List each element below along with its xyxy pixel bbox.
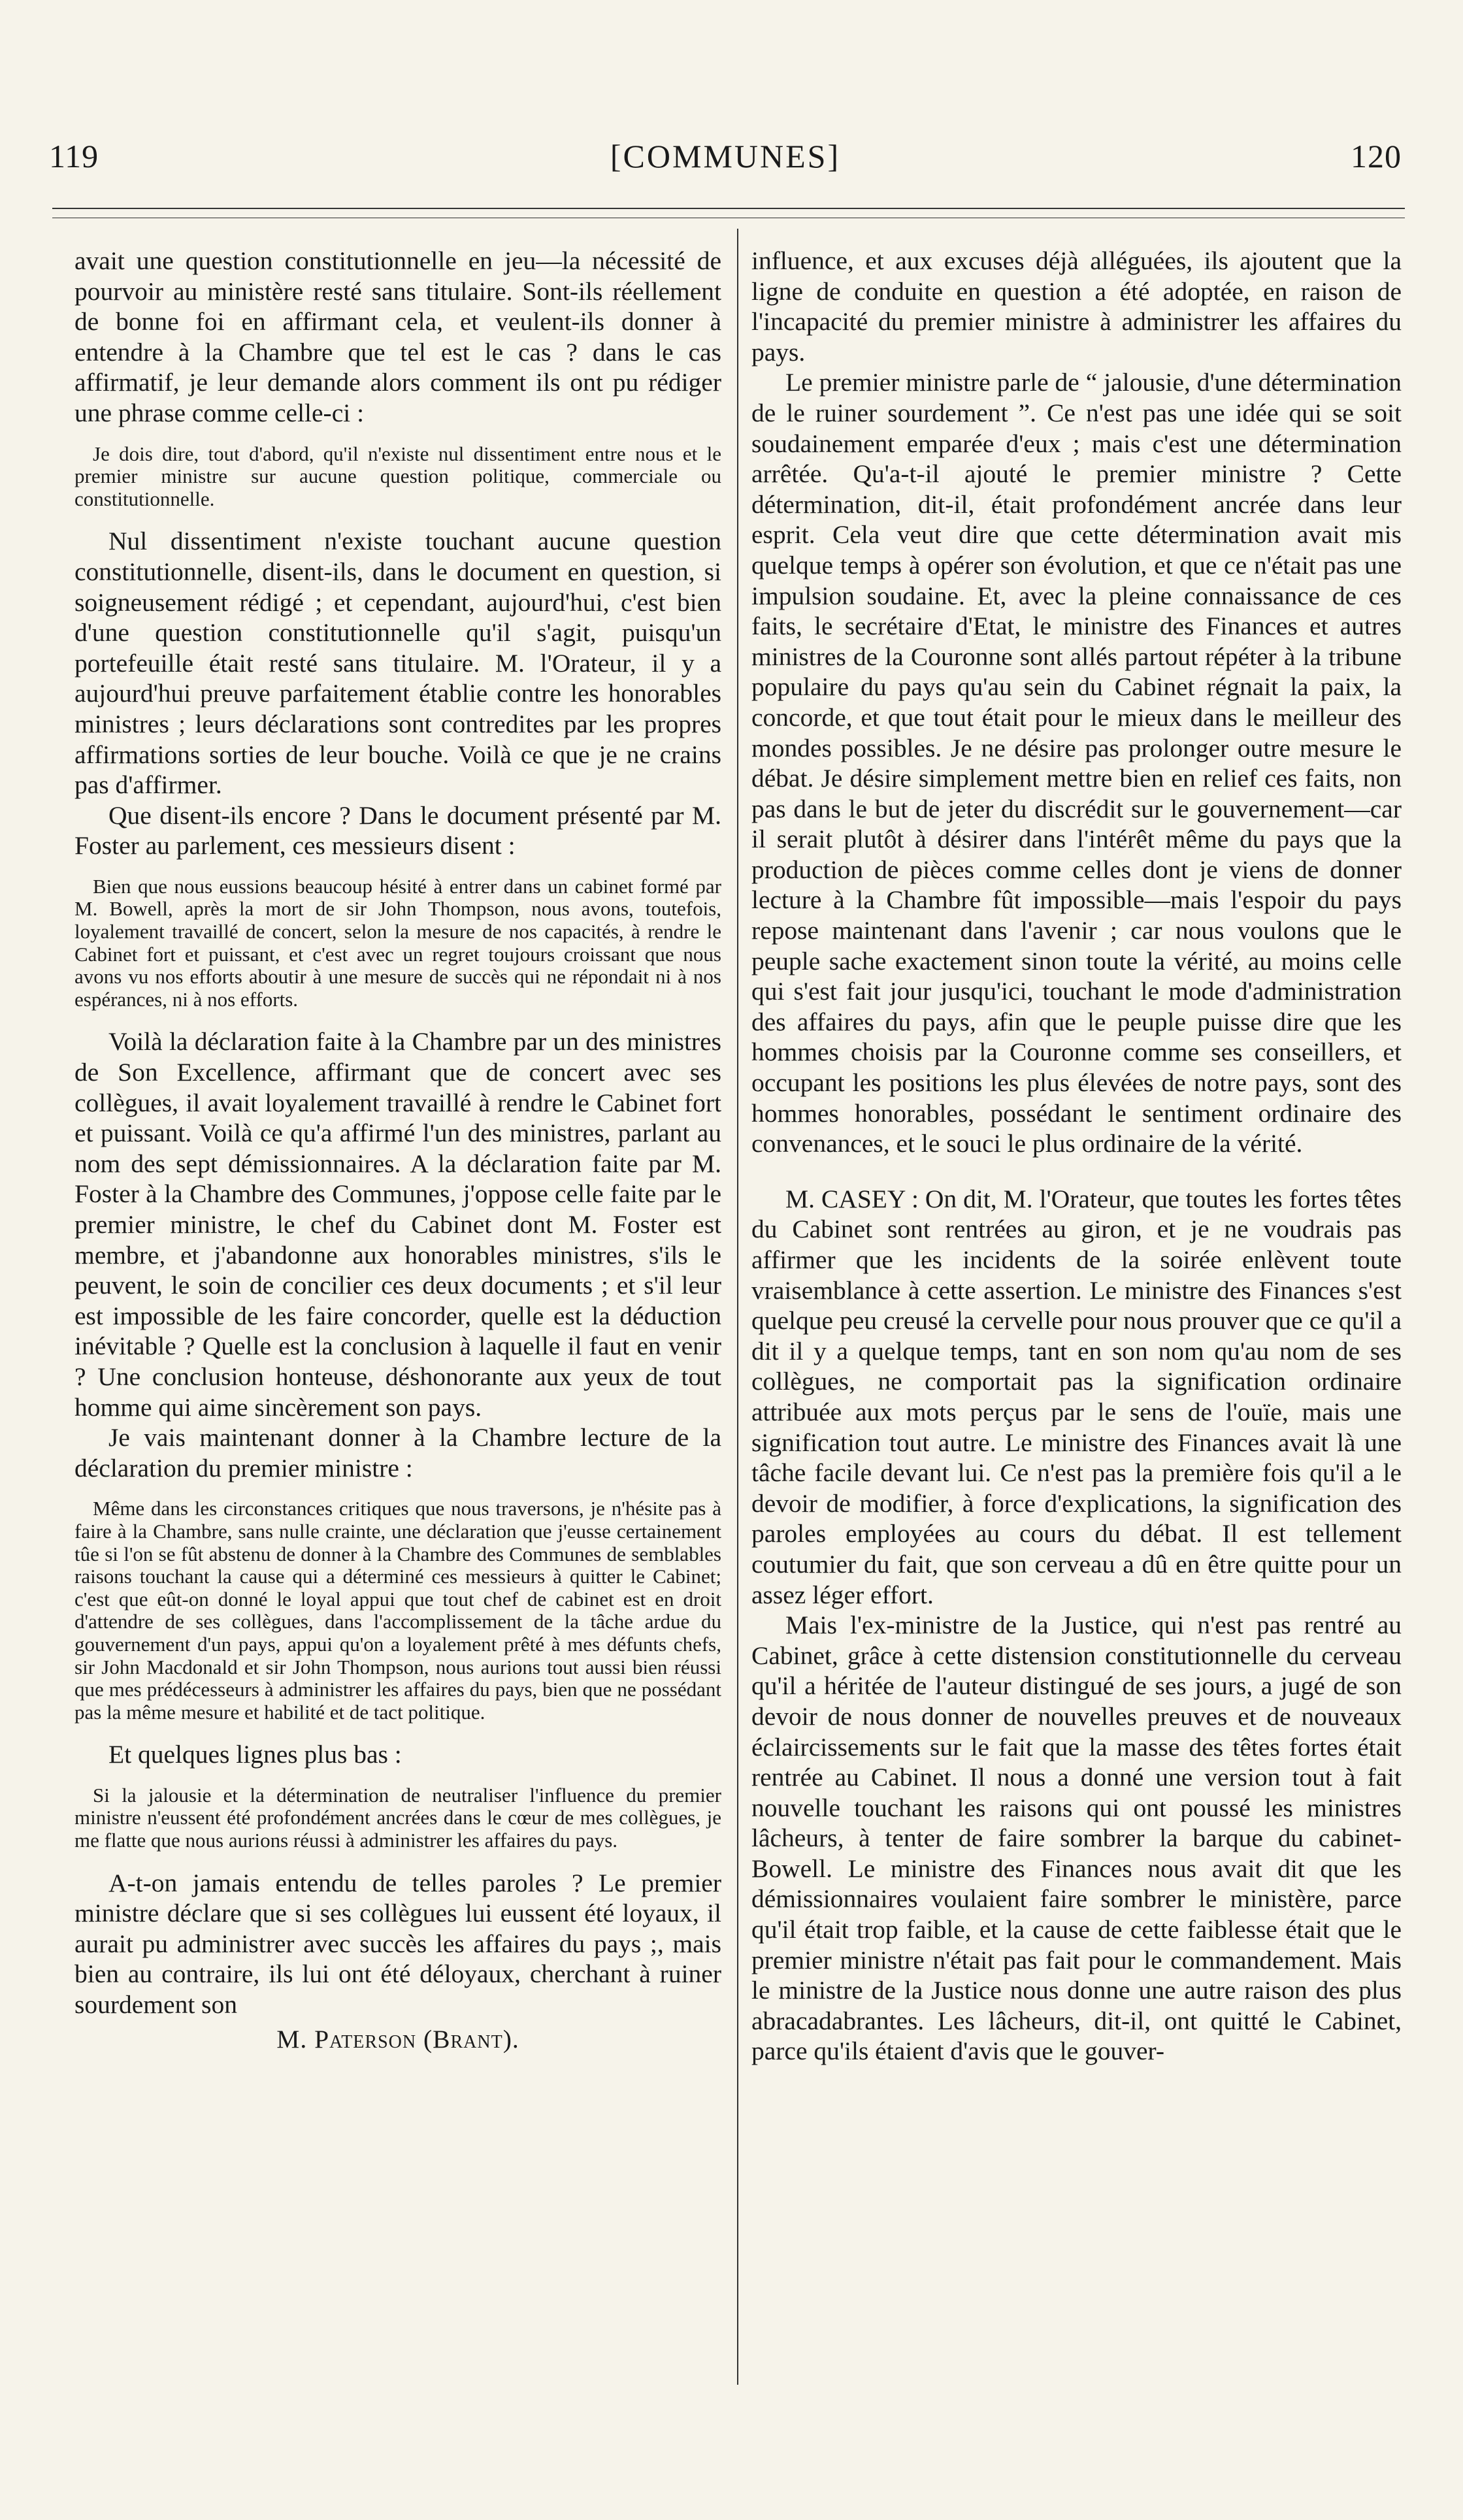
paragraph: Je vais maintenant donner à la Chambre lecture de la déclaration du premier ministre : (74, 1423, 721, 1482)
speech-text: : On dit, M. l'Orateur, que toutes les fortes têtes du Cabinet sont rentrées au giron, et je ne voudrais pas affirmer que les incidents de la soirée enlèvent toute vraisemblance à cette assertion. Le ministre des Finances s'est quelque peu creusé la cervelle pour nous prouver que ce qu'il a dit il y a quelque temps, tant en son nom qu'au nom de ses collègues, ne comportait pas la signification ordinaire attribuée aux mots perçus par le sens de l'ouïe, mais une signification tout autre. Le ministre des Finances avait là une tâche facile devant lui. Ce n'est pas la première fois qu'il a le devoir de modifier, à force d'explications, la signification des paroles employées au cours du débat. Il est tellement coutumier du fait, que son cerveau a dû en être quitte pour un assez léger effort. (751, 1184, 1402, 1609)
quotation: Si la jalousie et la détermination de neutraliser l'influence du premier ministre n'eussent été profondément ancrées dans le cœur de mes collègues, je me flatte que nous aurions réussi à administrer les affaires du pays. (74, 1783, 721, 1852)
speaker-name: M. CASEY (785, 1184, 905, 1213)
paragraph: Voilà la déclaration faite à la Chambre par un des ministres de Son Excellence, affirmant que de concert avec ses collègues, il avait loyalement travaillé à rendre le Cabinet fort et puissant. Voilà ce qu'a affirmé l'un des ministres, parlant au nom des sept démissionnaires. A la déclaration faite par M. Foster à la Chambre des Communes, j'oppose celle faite par le premier ministre, le chef du Cabinet dont M. Foster est membre, et j'abandonne aux honorables ministres, s'ils le peuvent, le soin de concilier ces deux documents ; et s'il leur est impossible de les faire concorder, quelle est la déduction inévitable ? Quelle est la conclusion à laquelle il faut en venir ? Une conclusion honteuse, déshonorante aux yeux de tout homme qui aime sincèrement son pays. (74, 1027, 721, 1422)
right-column (751, 246, 1402, 2067)
paragraph: A-t-on jamais entendu de telles paroles ? Le premier ministre déclare que si ses collègues lui eussent été loyaux, il aurait pu administrer avec succès les affaires du pays ;, mais bien au contraire, ils lui ont été déloyaux, cherchant à ruiner sourdement son (74, 1868, 721, 2020)
header-rule-top (52, 208, 1405, 209)
page-number-right: 120 (1351, 138, 1402, 174)
paragraph: avait une question constitutionnelle en jeu—la nécessité de pourvoir au ministère resté sans titulaire. Sont-ils réellement de bonne foi en affirmant cela, et veulent-ils donner à entendre à la Chambre que tel est le cas ? dans le cas affirmatif, je leur demande alors comment ils ont pu rédiger une phrase comme celle-ci : (74, 246, 721, 427)
speaker-footer: M. Paterson (Brant). (276, 2024, 519, 2054)
page-header (49, 131, 1402, 183)
page-number-left: 119 (49, 138, 99, 174)
paragraph: influence, et aux excuses déjà alléguées, ils ajoutent que la ligne de conduite en question a été adoptée, en raison de l'incapacité du premier ministre à administrer les affaires du pays. (751, 246, 1402, 367)
paragraph: Mais l'ex-ministre de la Justice, qui n'est pas rentré au Cabinet, grâce à cette distension constitutionnelle du cerveau qu'il a héritée de l'auteur distingué de ses jours, a jugé de son devoir de nous donner de nouvelles preuves et de nouveaux éclaircissements sur le fait que la masse des têtes fortes était rentrée au Cabinet. Il nous a donné une version tout à fait nouvelle touchant les raisons qui ont poussé les ministres lâcheurs, à tenter de faire sombrer la barque du cabinet-Bowell. Le ministre des Finances nous avait dit que les démissionnaires voulaient faire sombrer le ministère, parce qu'il était trop faible, et la cause de cette faiblesse était que le premier ministre n'était pas fait pour le commandement. Mais le ministre de la Justice nous donne une autre raison des plus abracadabrantes. Les lâcheurs, dit-il, ont quitté le Cabinet, parce qu'ils étaient d'avis que le gouver- (751, 1611, 1402, 2066)
quotation: Bien que nous eussions beaucoup hésité à entrer dans un cabinet formé par M. Bowell, après la mort de sir John Thompson, nous avons, toutefois, loyalement travaillé de concert, selon la mesure de nos capacités, à rendre le Cabinet fort et puissant, et c'est avec un regret toujours croissant que nous avons vu nos efforts aboutir à une mesure de succès qui ne répondait ni à nos espérances, ni à nos efforts. (74, 874, 721, 1011)
section-title: [COMMUNES] (610, 138, 841, 174)
left-column (74, 246, 721, 2054)
quotation: Même dans les circonstances critiques que nous traversons, je n'hésite pas à faire à la Chambre, sans nulle crainte, une déclaration que j'eusse certainement tûe si l'on se fût abstenu de donner à la Chambre des Communes de semblables raisons touchant la cause qui a déterminé ces messieurs à quitter le Cabinet; c'est que eût-on donné le loyal appui que tout chef de cabinet est en droit d'attendre de ses collègues, dans l'accomplissement de la tâche ardue du gouvernement d'un pays, appui qu'on a loyalement prêté à mes défunts chefs, sir John Macdonald et sir John Thompson, nous aurions tout aussi bien réussi que mes prédécesseurs à administrer les affaires du pays, bien que ne possédant pas la même mesure et habilité et de tact politique. (74, 1497, 721, 1724)
paragraph: Que disent-ils encore ? Dans le document présenté par M. Foster au parlement, ces messieurs disent : (74, 800, 721, 860)
speech-paragraph (751, 1184, 1402, 1610)
paragraph: Nul dissentiment n'existe touchant aucune question constitutionnelle, disent-ils, dans le document en question, si soigneusement rédigé ; et cependant, aujourd'hui, c'est bien d'une question constitutionnelle qu'il s'agit, puisqu'un portefeuille était resté sans titulaire. M. l'Orateur, il y a aujourd'hui preuve parfaitement établie contre les honorables ministres ; leurs déclarations sont contredites par les propres affirmations sorties de leur bouche. Voilà ce que je ne crains pas d'affirmer. (74, 527, 721, 800)
paragraph: Et quelques lignes plus bas : (108, 1740, 402, 1769)
quotation: Je dois dire, tout d'abord, qu'il n'existe nul dissentiment entre nous et le premier ministre sur aucune question politique, commerciale ou constitutionnelle. (74, 442, 721, 510)
paragraph: Le premier ministre parle de “ jalousie, d'une détermination de le ruiner sourdement ”. Ce n'est pas une idée qui se soit soudainement emparée d'eux ; mais c'est une détermination arrêtée. Qu'a-t-il ajouté le premier ministre ? Cette détermination, dit-il, était profondément ancrée dans leur esprit. Cela veut dire que cette détermination avait mis quelque temps à opérer son évolution, et que ce n'était pas une impulsion soudaine. Et, avec la pleine connaissance de ces faits, le secrétaire d'Etat, le ministre des Finances et autres ministres de la Couronne sont allés partout répéter à la tribune populaire du pays qu'au sein du Cabinet régnait la paix, la concorde, et que tout était pour le mieux dans le meilleur des mondes possibles. Je ne désire pas prolonger outre mesure le débat. Je désire simplement mettre bien en relief ces faits, non pas dans le but de jeter du discrédit sur le gouvernement—car il serait plutôt à désirer dans l'intérêt même du pays que la production de pièces comme celles dont je viens de donner lecture à la Chambre fût impossible—mais l'espoir du pays repose maintenant dans l'avenir ; car nous voulons que le peuple sache exactement sinon toute la vérité, au moins celle qui s'est fait jour jusqu'ici, touchant le mode d'administration des affaires du pays, afin que le peuple puisse dire que les hommes choisis par la Couronne comme ses conseillers, et occupant les positions les plus élevées de notre pays, sont des hommes honorables, possédant le sentiment ordinaire des convenances, et le souci le plus ordinaire de la vérité. (751, 368, 1402, 1158)
column-divider (737, 229, 738, 2385)
